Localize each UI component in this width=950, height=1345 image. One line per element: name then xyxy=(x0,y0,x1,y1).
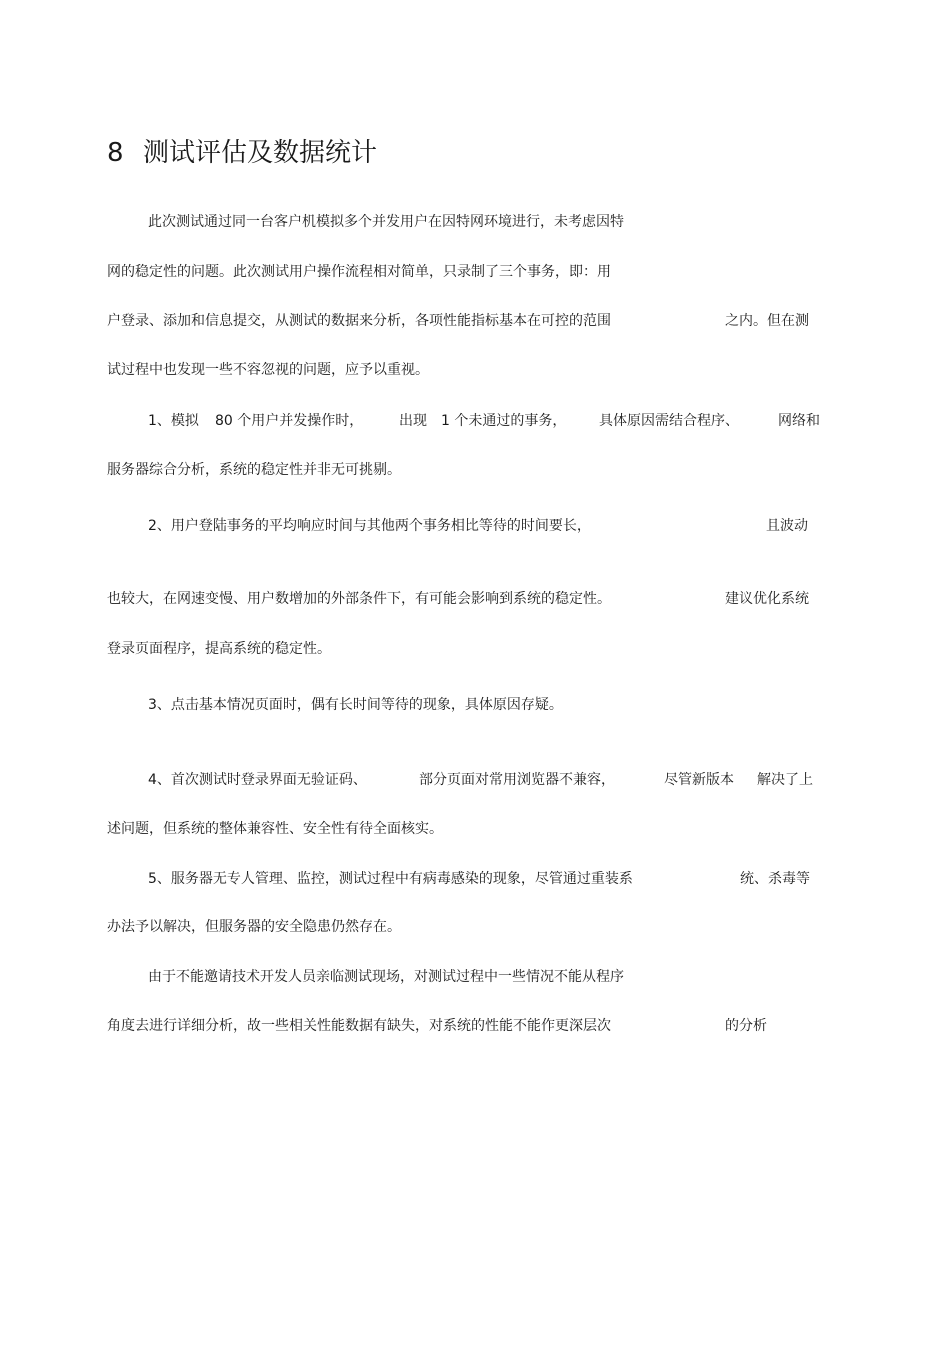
item-1-part-d: 1 个未通过的事务， xyxy=(441,413,567,429)
item-1-line-2: 服务器综合分析，系统的稳定性并非无可挑剔。 xyxy=(107,462,401,478)
closing-line-1: 由于不能邀请技术开发人员亲临测试现场，对测试过程中一些情况不能从程序 xyxy=(148,969,624,985)
item-3-line-1: 3、点击基本情况页面时，偶有长时间等待的现象，具体原因存疑。 xyxy=(148,697,563,713)
item-1-part-c: 出现 xyxy=(399,413,427,429)
item-4-part-b: 部分页面对常用浏览器不兼容， xyxy=(419,772,615,788)
section-title: 测试评估及数据统计 xyxy=(143,138,378,168)
paragraph-1-line-1: 此次测试通过同一台客户机模拟多个并发用户在因特网环境进行，未考虑因特 xyxy=(148,214,624,230)
paragraph-1-line-2: 网的稳定性的问题。此次测试用户操作流程相对简单，只录制了三个事务，即：用 xyxy=(107,264,611,280)
section-number: 8 xyxy=(107,138,124,168)
paragraph-1-line-3-part-a: 户登录、添加和信息提交，从测试的数据来分析，各项性能指标基本在可控的范围 xyxy=(107,313,611,329)
item-1-part-f: 网络和 xyxy=(778,413,820,429)
item-2-line-1-part-a: 2、用户登陆事务的平均响应时间与其他两个事务相比等待的时间要长， xyxy=(148,518,591,534)
item-5-line-1-part-a: 5、服务器无专人管理、监控，测试过程中有病毒感染的现象，尽管通过重装系 xyxy=(148,871,633,887)
section-heading xyxy=(107,136,377,170)
item-2-line-1-part-b: 且波动 xyxy=(766,518,808,534)
item-2-line-2-part-b: 建议优化系统 xyxy=(725,591,809,607)
item-4-part-a: 4、首次测试时登录界面无验证码、 xyxy=(148,772,367,788)
item-5-line-2: 办法予以解决，但服务器的安全隐患仍然存在。 xyxy=(107,919,401,935)
item-2-line-3: 登录页面程序，提高系统的稳定性。 xyxy=(107,641,331,657)
closing-line-2-part-b: 的分析 xyxy=(725,1018,767,1034)
paragraph-1-line-3-part-b: 之内。但在测 xyxy=(725,313,809,329)
item-4-part-d: 解决了上 xyxy=(757,772,813,788)
item-2-line-2-part-a: 也较大，在网速变慢、用户数增加的外部条件下，有可能会影响到系统的稳定性。 xyxy=(107,591,611,607)
closing-line-2-part-a: 角度去进行详细分析，故一些相关性能数据有缺失，对系统的性能不能作更深层次 xyxy=(107,1018,611,1034)
item-4-part-c: 尽管新版本 xyxy=(664,772,734,788)
item-4-line-2: 述问题，但系统的整体兼容性、安全性有待全面核实。 xyxy=(107,821,443,837)
item-1-part-e: 具体原因需结合程序、 xyxy=(599,413,739,429)
item-1-part-a: 1、模拟 xyxy=(148,413,199,429)
item-5-line-1-part-b: 统、杀毒等 xyxy=(740,871,810,887)
item-1-part-b: 80 个用户并发操作时， xyxy=(215,413,364,429)
paragraph-1-line-4: 试过程中也发现一些不容忽视的问题，应予以重视。 xyxy=(107,362,429,378)
